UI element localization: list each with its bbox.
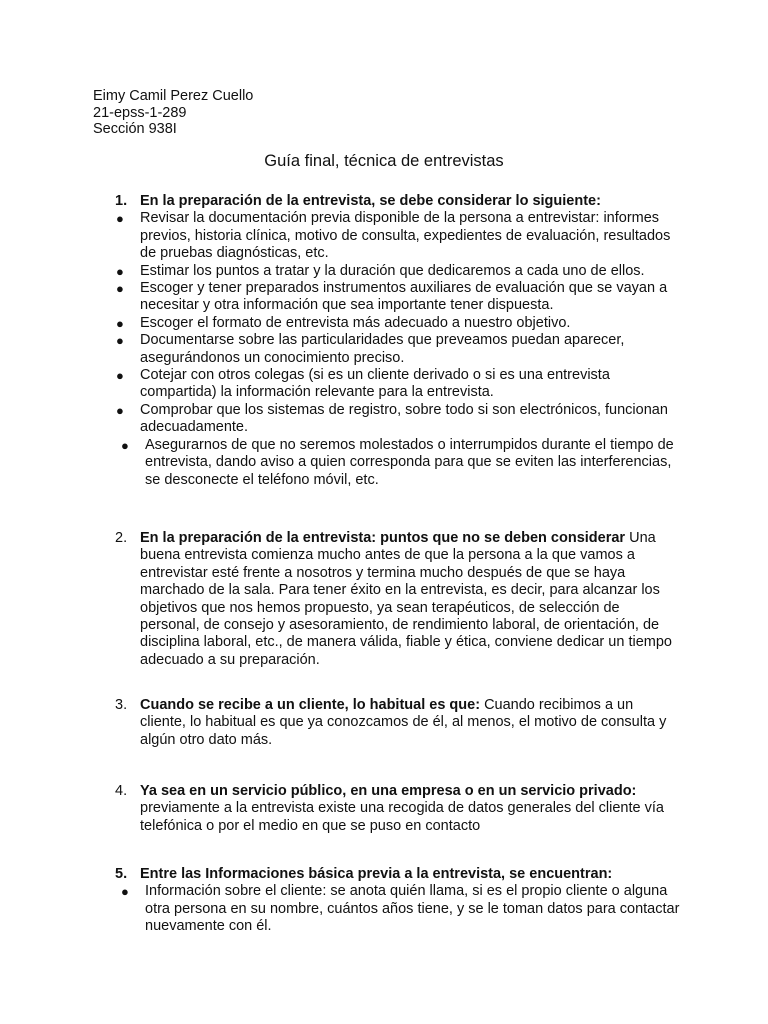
bullet-icon: ● bbox=[116, 315, 124, 331]
list-item bbox=[115, 367, 680, 402]
item-2 bbox=[115, 530, 680, 669]
list-item bbox=[115, 332, 680, 367]
bullet-text: Estimar los puntos a tratar y la duración que dedicaremos a cada uno de ellos. bbox=[140, 262, 645, 279]
bullet-text: Asegurarnos de que no seremos molestados o interrumpidos durante el tiempo de entrevista, dando aviso a quien corresponda para que se eviten las interferencias, se desconecte el teléfono móvil, etc. bbox=[145, 436, 674, 488]
item-5-heading: Entre las Informaciones básica previa a la entrevista, se encuentran: bbox=[140, 866, 613, 882]
bullet-text: Escoger el formato de entrevista más adecuado a nuestro objetivo. bbox=[140, 314, 571, 331]
list-item bbox=[115, 883, 680, 935]
list-item bbox=[115, 263, 680, 280]
bullet-icon: ● bbox=[116, 402, 124, 418]
item-1 bbox=[115, 193, 680, 489]
item-2-body: Una buena entrevista comienza mucho antes de que la persona a la que vamos a entrevistar esté frente a nosotros y termina mucho después de que se haya marchado de la sala. Para tener éxito en la entrevista, es decir, para alcanzar los objetivos que nos hemos propuesto, ya sean terapéuticos, de selección de personal, de consejo y asesoramiento, de rendimiento laboral, de orientación, de disciplina laboral, etc., de manera válida, fiable y ética, conviene dedicar un tiempo adecuado a su preparación. bbox=[140, 530, 672, 668]
bullet-icon: ● bbox=[116, 281, 124, 297]
item-5-bullet-list bbox=[115, 883, 680, 935]
item-4-paragraph bbox=[115, 783, 680, 835]
author-header bbox=[93, 88, 253, 138]
item-2-heading: En la preparación de la entrevista: puntos que no se deben considerar bbox=[140, 530, 626, 546]
bullet-text: Escoger y tener preparados instrumentos auxiliares de evaluación que se vayan a necesitar y otra información que sea importante tener dispuesta. bbox=[140, 280, 668, 314]
student-id: 21-epss-1-289 bbox=[93, 104, 187, 121]
bullet-icon: ● bbox=[116, 211, 124, 227]
bullet-text: Comprobar que los sistemas de registro, sobre todo si son electrónicos, funcionan adecuadamente. bbox=[140, 401, 668, 436]
bullet-icon: ● bbox=[116, 368, 124, 384]
item-4 bbox=[115, 783, 680, 835]
bullet-icon: ● bbox=[116, 263, 124, 279]
bullet-text: Revisar la documentación previa disponible de la persona a entrevistar: informes previos, historia clínica, motivo de consulta, expedientes de evaluación, resultados de pruebas diagnósticas, etc. bbox=[140, 210, 671, 262]
item-2-paragraph bbox=[115, 530, 680, 669]
list-item bbox=[115, 402, 680, 437]
section-label: Sección 938I bbox=[93, 121, 177, 137]
item-4-body: previamente a la entrevista existe una recogida de datos generales del cliente vía telefónica o por el medio en que se puso en contacto bbox=[140, 800, 664, 834]
list-item bbox=[115, 210, 680, 262]
bullet-text: Cotejar con otros colegas (si es un cliente derivado o si es una entrevista compartida) la información relevante para la entrevista. bbox=[140, 367, 610, 401]
bullet-icon: ● bbox=[116, 333, 124, 349]
author-name: Eimy Camil Perez Cuello bbox=[93, 88, 254, 104]
list-item bbox=[115, 315, 680, 332]
item-4-heading: Ya sea en un servicio público, en una empresa o en un servicio privado: bbox=[140, 783, 637, 799]
bullet-text: Documentarse sobre las particularidades que preveamos puedan aparecer, asegurándonos un conocimiento preciso. bbox=[140, 332, 625, 366]
item-1-bullet-list bbox=[115, 210, 680, 489]
item-3 bbox=[115, 697, 680, 749]
item-1-number: 1. bbox=[115, 193, 128, 209]
item-3-paragraph bbox=[115, 697, 680, 749]
item-5 bbox=[115, 866, 680, 936]
item-1-heading-line bbox=[115, 193, 680, 210]
item-3-body: Cuando recibimos a un cliente, lo habitual es que ya conozcamos de él, al menos, el motivo de consulta y algún otro dato más. bbox=[140, 697, 667, 748]
item-5-heading-line bbox=[115, 866, 680, 883]
list-item bbox=[115, 437, 680, 489]
item-1-heading: En la preparación de la entrevista, se debe considerar lo siguiente: bbox=[140, 193, 601, 209]
document-title: Guía final, técnica de entrevistas bbox=[264, 152, 504, 170]
item-2-number: 2. bbox=[115, 530, 128, 546]
item-5-number: 5. bbox=[115, 866, 128, 882]
bullet-icon: ● bbox=[121, 884, 129, 900]
list-item bbox=[115, 280, 680, 315]
item-3-number: 3. bbox=[115, 697, 128, 713]
item-4-number: 4. bbox=[115, 783, 128, 799]
bullet-text: Información sobre el cliente: se anota quién llama, si es el propio cliente o alguna otra persona en su nombre, cuántos años tiene, y se le toman datos para contactar nuevamente con él. bbox=[145, 883, 680, 935]
item-3-heading: Cuando se recibe a un cliente, lo habitual es que: bbox=[140, 697, 481, 713]
bullet-icon: ● bbox=[121, 437, 129, 453]
